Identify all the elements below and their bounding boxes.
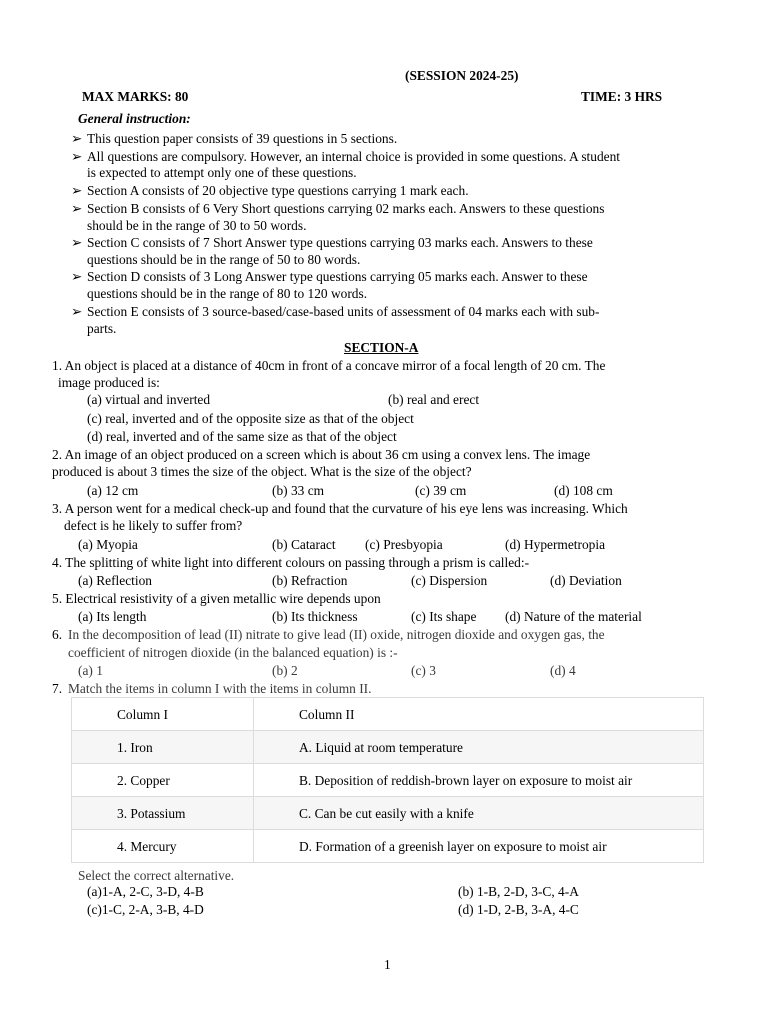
table-cell: D. Formation of a greenish layer on exposure to moist air (254, 830, 704, 863)
q3-option-c: (c) Presbyopia (365, 537, 443, 552)
q4-option-a: (a) Reflection (78, 573, 152, 588)
q6-option-d: (d) 4 (550, 663, 576, 678)
table-header-cell: Column I (72, 698, 254, 731)
instruction-item-cont: should be in the range of 30 to 50 words. (87, 218, 307, 233)
q4-option-d: (d) Deviation (550, 573, 622, 588)
q6-option-b: (b) 2 (272, 663, 298, 678)
q5-option-b: (b) Its thickness (272, 609, 358, 624)
table-header-cell: Column II (254, 698, 704, 731)
table-row (72, 731, 704, 764)
q2-option-d: (d) 108 cm (554, 483, 613, 498)
instruction-item-cont: questions should be in the range of 80 to 120 words. (87, 286, 368, 301)
question-3-text: 3. A person went for a medical check-up and found that the curvature of his eye lens was increasing. Which (52, 501, 628, 516)
q1-option-d: (d) real, inverted and of the same size as that of the object (87, 429, 397, 444)
q7-option-c: (c)1-C, 2-A, 3-B, 4-D (87, 902, 204, 917)
q1-option-c: (c) real, inverted and of the opposite size as that of the object (87, 411, 414, 426)
table-row (72, 830, 704, 863)
table-row (72, 797, 704, 830)
question-2-text: 2. An image of an object produced on a screen which is about 36 cm using a convex lens. The image (52, 447, 591, 462)
instruction-item: Section B consists of 6 Very Short questions carrying 02 marks each. Answers to these questions (87, 201, 605, 216)
question-1-text-cont: image produced is: (58, 375, 160, 390)
bullet-icon: ➢ (71, 201, 83, 216)
q5-option-d: (d) Nature of the material (505, 609, 642, 624)
bullet-icon: ➢ (71, 304, 83, 319)
bullet-icon: ➢ (71, 149, 83, 164)
question-2-text-cont: produced is about 3 times the size of the object. What is the size of the object? (52, 464, 472, 479)
question-6-text-cont: coefficient of nitrogen dioxide (in the balanced equation) is :- (68, 645, 398, 660)
q1-option-a: (a) virtual and inverted (87, 392, 211, 407)
instruction-item: Section A consists of 20 objective type questions carrying 1 mark each. (87, 183, 469, 198)
q6-option-a: (a) 1 (78, 663, 103, 678)
page-number: 1 (384, 957, 391, 972)
q7-option-a: (a)1-A, 2-C, 3-D, 4-B (87, 884, 204, 899)
bullet-icon: ➢ (71, 235, 83, 250)
question-5-text: 5. Electrical resistivity of a given metallic wire depends upon (52, 591, 381, 606)
q5-option-c: (c) Its shape (411, 609, 477, 624)
question-7-number: 7. (52, 681, 63, 696)
instruction-item: This question paper consists of 39 questions in 5 sections. (87, 131, 398, 146)
q3-option-a: (a) Myopia (78, 537, 138, 552)
question-6-number: 6. (52, 627, 63, 642)
q5-option-a: (a) Its length (78, 609, 147, 624)
time-label: TIME: 3 HRS (581, 89, 663, 104)
q2-option-b: (b) 33 cm (272, 483, 325, 498)
instruction-item-cont: is expected to attempt only one of these questions. (87, 165, 357, 180)
max-marks: MAX MARKS: 80 (82, 89, 189, 104)
section-title: SECTION-A (344, 340, 419, 355)
question-3-text-cont: defect is he likely to suffer from? (64, 518, 243, 533)
q6-option-c: (c) 3 (411, 663, 436, 678)
instruction-item: Section D consists of 3 Long Answer type questions carrying 05 marks each. Answer to these (87, 269, 588, 284)
session-label: (SESSION 2024-25) (405, 68, 519, 83)
q3-option-b: (b) Cataract (272, 537, 336, 552)
q3-option-d: (d) Hypermetropia (505, 537, 606, 552)
table-cell: 1. Iron (72, 731, 254, 764)
q7-option-d: (d) 1-D, 2-B, 3-A, 4-C (458, 902, 579, 917)
instruction-item-cont: questions should be in the range of 50 to 80 words. (87, 252, 361, 267)
q2-option-c: (c) 39 cm (415, 483, 467, 498)
q2-option-a: (a) 12 cm (87, 483, 139, 498)
question-4-text: 4. The splitting of white light into different colours on passing through a prism is called:- (52, 555, 530, 570)
instruction-item: All questions are compulsory. However, an internal choice is provided in some questions. A student (87, 149, 621, 164)
q7-option-b: (b) 1-B, 2-D, 3-C, 4-A (458, 884, 579, 899)
instruction-item: Section E consists of 3 source-based/case-based units of assessment of 04 marks each with sub- (87, 304, 600, 319)
bullet-icon: ➢ (71, 131, 83, 146)
instruction-item-cont: parts. (87, 321, 117, 336)
bullet-icon: ➢ (71, 183, 83, 198)
table-cell: A. Liquid at room temperature (254, 731, 704, 764)
q4-option-c: (c) Dispersion (411, 573, 488, 588)
table-cell: 2. Copper (72, 764, 254, 797)
question-7-text: Match the items in column I with the items in column II. (68, 681, 372, 696)
table-row (72, 764, 704, 797)
question-1-text: 1. An object is placed at a distance of 40cm in front of a concave mirror of a focal length of 20 cm. The (52, 358, 606, 373)
table-cell: 4. Mercury (72, 830, 254, 863)
question-6-text: In the decomposition of lead (II) nitrate to give lead (II) oxide, nitrogen dioxide and oxygen gas, the (68, 627, 605, 642)
table-cell: C. Can be cut easily with a knife (254, 797, 704, 830)
match-table (71, 697, 704, 863)
table-header-row (72, 698, 704, 731)
q7-select-instruction: Select the correct alternative. (78, 868, 235, 883)
bullet-icon: ➢ (71, 269, 83, 284)
q1-option-b: (b) real and erect (388, 392, 480, 407)
general-instruction-heading: General instruction: (78, 111, 191, 126)
table-cell: B. Deposition of reddish-brown layer on exposure to moist air (254, 764, 704, 797)
instruction-item: Section C consists of 7 Short Answer type questions carrying 03 marks each. Answers to these (87, 235, 593, 250)
table-cell: 3. Potassium (72, 797, 254, 830)
q4-option-b: (b) Refraction (272, 573, 348, 588)
